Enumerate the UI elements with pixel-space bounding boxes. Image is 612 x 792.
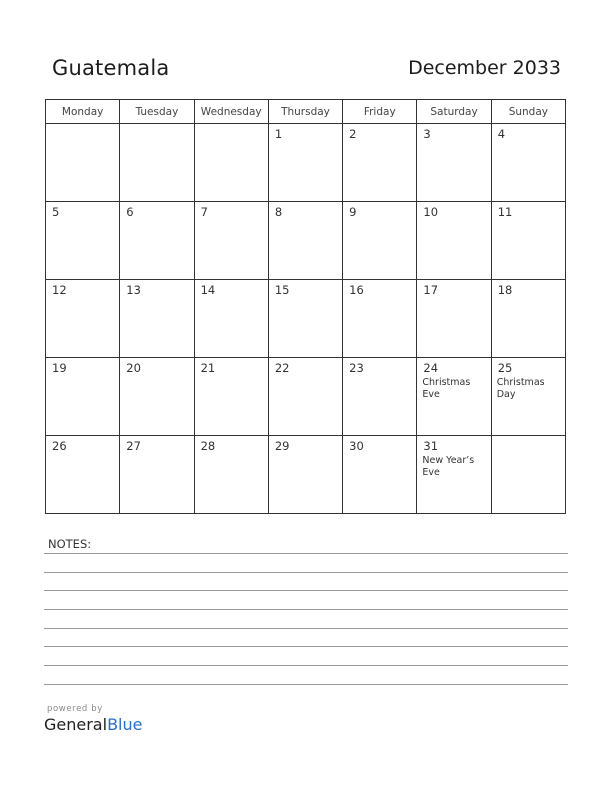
- day-number: 6: [126, 205, 134, 219]
- brand-name-general: General: [44, 715, 108, 734]
- day-cell: [343, 280, 417, 358]
- weekday-wednesday: Wednesday: [194, 100, 268, 124]
- day-cell: [120, 358, 194, 436]
- day-cell: [194, 124, 268, 202]
- day-number: [195, 124, 268, 127]
- day-cell: [417, 202, 491, 280]
- note-line: [44, 609, 568, 610]
- holiday-label: Christmas Day: [496, 377, 545, 400]
- day-cell: [343, 436, 417, 514]
- note-line: [44, 572, 568, 573]
- day-number: 12: [52, 283, 67, 297]
- day-number: 28: [200, 439, 216, 453]
- day-number: 13: [126, 283, 141, 297]
- week-row: [46, 202, 566, 280]
- weekday-friday: Friday: [343, 100, 417, 124]
- day-cell: [120, 280, 194, 358]
- day-cell: [491, 280, 565, 358]
- day-number: 29: [274, 439, 290, 453]
- note-line: [44, 590, 568, 591]
- day-cell: [120, 436, 194, 514]
- day-cell: [343, 358, 417, 436]
- day-cell: [268, 280, 342, 358]
- day-cell: [194, 280, 268, 358]
- day-cell: [417, 436, 491, 514]
- day-cell: [46, 202, 120, 280]
- day-cell: [268, 202, 342, 280]
- day-number: [46, 124, 119, 127]
- holiday-label: Christmas Eve: [422, 377, 471, 400]
- day-number: 25: [497, 361, 513, 375]
- day-number: 10: [423, 205, 439, 219]
- day-cell: [417, 124, 491, 202]
- day-cell: [46, 436, 120, 514]
- holiday-label: New Year’s Eve: [422, 455, 475, 478]
- weekday-header-row: [46, 100, 566, 124]
- day-number: 26: [52, 439, 67, 453]
- day-number: [492, 436, 565, 439]
- day-number: 2: [349, 127, 357, 141]
- week-row: [46, 358, 566, 436]
- day-cell: [343, 202, 417, 280]
- day-cell: [194, 436, 268, 514]
- weekday-thursday: Thursday: [268, 100, 342, 124]
- day-number: 18: [497, 283, 513, 297]
- brand-name-blue: Blue: [107, 715, 143, 734]
- day-number: 19: [52, 361, 67, 375]
- note-line: [44, 665, 568, 666]
- day-number: 7: [200, 205, 208, 219]
- day-cell: [194, 202, 268, 280]
- week-row: [46, 436, 566, 514]
- day-number: 3: [423, 127, 431, 141]
- note-line: [44, 684, 568, 685]
- week-row: [46, 124, 566, 202]
- brand-logo: [44, 704, 142, 734]
- day-number: [120, 124, 193, 127]
- day-number: 31: [423, 439, 439, 453]
- day-number: 5: [52, 205, 60, 219]
- weekday-sunday: Sunday: [491, 100, 565, 124]
- day-number: 17: [423, 283, 439, 297]
- day-number: 22: [274, 361, 290, 375]
- day-cell: [268, 358, 342, 436]
- day-number: 30: [349, 439, 364, 453]
- day-number: 1: [274, 127, 283, 141]
- day-cell: [268, 124, 342, 202]
- brand-name: [44, 715, 142, 734]
- note-line: [44, 553, 568, 554]
- day-cell: [194, 358, 268, 436]
- calendar-grid: [45, 99, 566, 514]
- day-cell: [120, 202, 194, 280]
- day-cell: [46, 358, 120, 436]
- day-cell: [491, 358, 565, 436]
- day-cell: [417, 358, 491, 436]
- day-number: 14: [200, 283, 216, 297]
- notes-label: NOTES:: [48, 537, 92, 551]
- day-cell: [491, 202, 565, 280]
- weekday-tuesday: Tuesday: [120, 100, 194, 124]
- weekday-monday: Monday: [46, 100, 120, 124]
- day-cell: [46, 124, 120, 202]
- day-cell: [268, 436, 342, 514]
- day-cell: [417, 280, 491, 358]
- country-title: Guatemala: [52, 56, 170, 80]
- day-number: 11: [497, 205, 513, 219]
- day-cell: [491, 124, 565, 202]
- day-number: 21: [200, 361, 216, 375]
- week-row: [46, 280, 566, 358]
- day-cell: [120, 124, 194, 202]
- day-number: 8: [274, 205, 283, 219]
- day-number: 16: [349, 283, 364, 297]
- month-year-title: December 2033: [408, 57, 561, 79]
- day-number: 9: [349, 205, 357, 219]
- day-number: 23: [349, 361, 364, 375]
- powered-by-text: powered by: [47, 704, 103, 714]
- day-number: 27: [126, 439, 141, 453]
- weekday-saturday: Saturday: [417, 100, 491, 124]
- note-line: [44, 628, 568, 629]
- day-number: 20: [126, 361, 141, 375]
- day-cell: [491, 436, 565, 514]
- day-number: 15: [274, 283, 290, 297]
- day-cell: [46, 280, 120, 358]
- day-number: 4: [497, 127, 506, 141]
- note-line: [44, 646, 568, 647]
- day-number: 24: [423, 361, 439, 375]
- day-cell: [343, 124, 417, 202]
